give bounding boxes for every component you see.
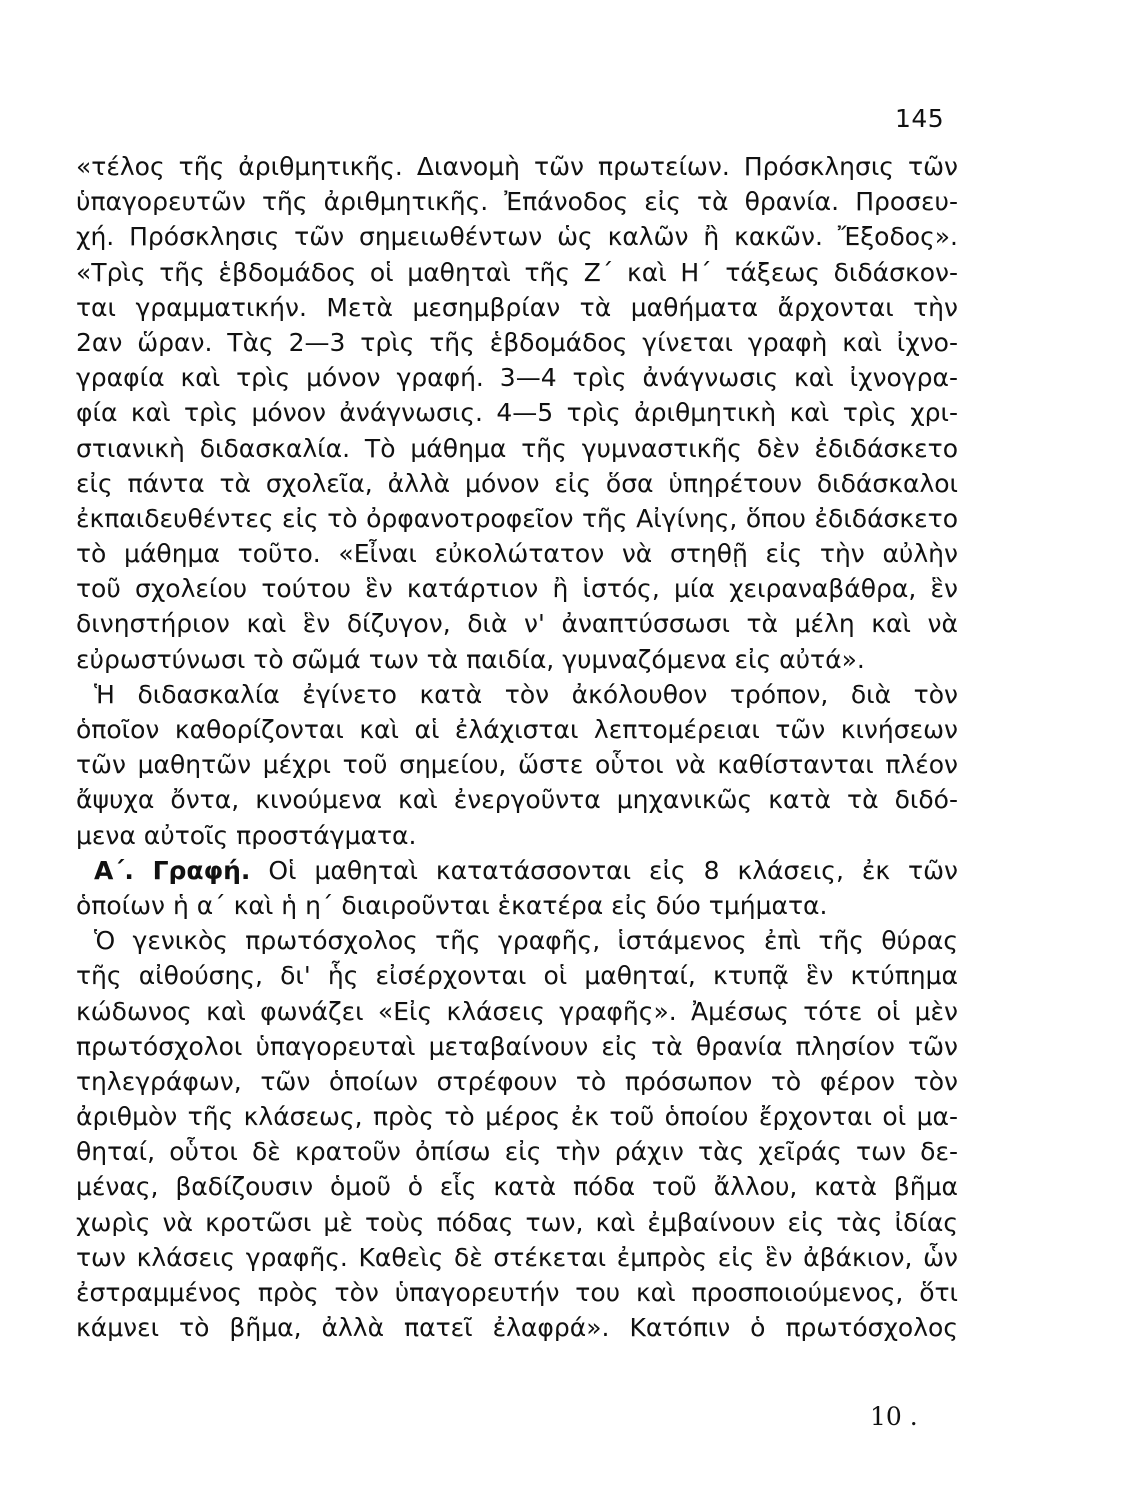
text-line: 2αν ὥραν. Τὰς 2—3 τρὶς τῆς ἑβδομάδος γίνεται γραφὴ καὶ ἰχνο- [76,327,958,357]
page-number: 145 [895,104,945,133]
text-line: δινηστήριον καὶ ἓν δίζυγον, διὰ ν' ἀναπτύσσωσι τὰ μέλη καὶ νὰ [76,609,958,639]
section-a-first-line [76,853,958,888]
text-line: ὑπαγορευτῶν τῆς ἀριθμητικῆς. Ἐπάνοδος εἰς τὰ θρανία. Προσευ- [76,187,958,217]
text-line: «Τρὶς τῆς ἑβδομάδος οἱ μαθηταὶ τῆς Ζ΄ καὶ Η΄ τάξεως διδάσκον- [76,257,958,287]
text-line: τοῦ σχολείου τούτου ἓν κατάρτιον ἢ ἱστός, μία χειραναβάθρα, ἓν [76,574,958,604]
text-line: «τέλος τῆς ἀριθμητικῆς. Διανομὴ τῶν πρωτείων. Πρόσκλησις τῶν [76,152,958,181]
text-line: πρωτόσχολοι ὑπαγορευταὶ μεταβαίνουν εἰς τὰ θρανία πλησίον τῶν [76,1031,958,1061]
text-line: ἄψυχα ὄντα, κινούμενα καὶ ἐνεργοῦντα μηχανικῶς κατὰ τὰ διδό- [76,785,958,815]
body-text [76,149,958,1345]
text-line: ἐστραμμένος πρὸς τὸν ὑπαγορευτήν του καὶ προσποιούμενος, ὅτι [76,1278,958,1307]
text-line: χή. Πρόσκλησις τῶν σημειωθέντων ὡς καλῶν ἢ κακῶν. Ἔξοδος». [76,222,958,252]
text-line: ἀριθμὸν τῆς κλάσεως, πρὸς τὸ μέρος ἐκ τοῦ ὁποίου ἔρχονται οἱ μα- [76,1102,958,1132]
text-line: Ὁ γενικὸς πρωτόσχολος τῆς γραφῆς, ἱστάμενος ἐπὶ τῆς θύρας [94,926,958,956]
text-line: κάμνει τὸ βῆμα, ἀλλὰ πατεῖ ἐλαφρά». Κατόπιν ὁ πρωτόσχολος [76,1313,958,1343]
text-line: κώδωνος καὶ φωνάζει «Εἰς κλάσεις γραφῆς». Ἀμέσως τότε οἱ μὲν [76,996,958,1026]
text-line: ἐκπαιδευθέντες εἰς τὸ ὀρφανοτροφεῖον τῆς Αἰγίνης, ὅπου ἐδιδάσκετο [76,503,958,533]
text-line: ται γραμματικήν. Μετὰ μεσημβρίαν τὰ μαθήματα ἄρχονται τὴν [76,292,958,322]
text-line: τῶν μαθητῶν μέχρι τοῦ σημείου, ὥστε οὗτοι νὰ καθίστανται πλέον [76,750,958,780]
text-line: τὸ μάθημα τοῦτο. «Εἶναι εὐκολώτατον νὰ στηθῇ εἰς τὴν αὐλὴν [76,539,958,569]
text-line: γραφία καὶ τρὶς μόνον γραφή. 3—4 τρὶς ἀνάγνωσις καὶ ἰχνογρα- [76,363,958,393]
text-line: φία καὶ τρὶς μόνον ἀνάγνωσις. 4—5 τρὶς ἀριθμητικὴ καὶ τρὶς χρι- [76,398,958,428]
section-heading: Α΄. Γραφή. [94,855,251,885]
text-line: τηλεγράφων, τῶν ὁποίων στρέφουν τὸ πρόσωπον τὸ φέρον τὸν [76,1066,958,1096]
text-line: των κλάσεις γραφῆς. Καθεὶς δὲ στέκεται ἐμπρὸς εἰς ἓν ἀβάκιον, ὧν [76,1242,958,1272]
text-line: μένας, βαδίζουσιν ὁμοῦ ὁ εἷς κατὰ πόδα τοῦ ἄλλου, κατὰ βῆμα [76,1172,958,1202]
text-line: χωρὶς νὰ κροτῶσι μὲ τοὺς πόδας των, καὶ ἐμβαίνουν εἰς τὰς ἰδίας [76,1207,958,1237]
text-line: ὁποῖον καθορίζονται καὶ αἱ ἐλάχισται λεπτομέρειαι τῶν κινήσεων [76,715,958,744]
text-line: Ἡ διδασκαλία ἐγίνετο κατὰ τὸν ἀκόλουθον τρόπον, διὰ τὸν [94,679,958,709]
text-line: τῆς αἰθούσης, δι' ἧς εἰσέρχονται οἱ μαθηταί, κτυπᾷ ἓν κτύπημα [76,961,958,991]
text-line: στιανικὴ διδασκαλία. Τὸ μάθημα τῆς γυμναστικῆς δὲν ἐδιδάσκετο [76,433,958,463]
text-line: ὁποίων ἡ α΄ καὶ ἡ η΄ διαιροῦνται ἑκατέρα εἰς δύο τμήματα. [76,890,828,920]
text-line: εἰς πάντα τὰ σχολεῖα, ἀλλὰ μόνον εἰς ὅσα ὑπηρέτουν διδάσκαλοι [76,468,958,498]
section-a-first-line-text: Οἱ μαθηταὶ κατατάσσονται εἰς 8 κλάσεις, ἐκ τῶν [268,855,958,885]
text-line: θηταί, οὗτοι δὲ κρατοῦν ὀπίσω εἰς τὴν ράχιν τὰς χεῖράς των δε- [76,1137,958,1167]
signature-mark: 10 . [870,1402,918,1431]
text-line: μενα αὐτοῖς προστάγματα. [76,820,417,850]
text-line: εὐρωστύνωσι τὸ σῶμά των τὰ παιδία, γυμναζόμενα εἰς αὐτά». [76,644,865,674]
